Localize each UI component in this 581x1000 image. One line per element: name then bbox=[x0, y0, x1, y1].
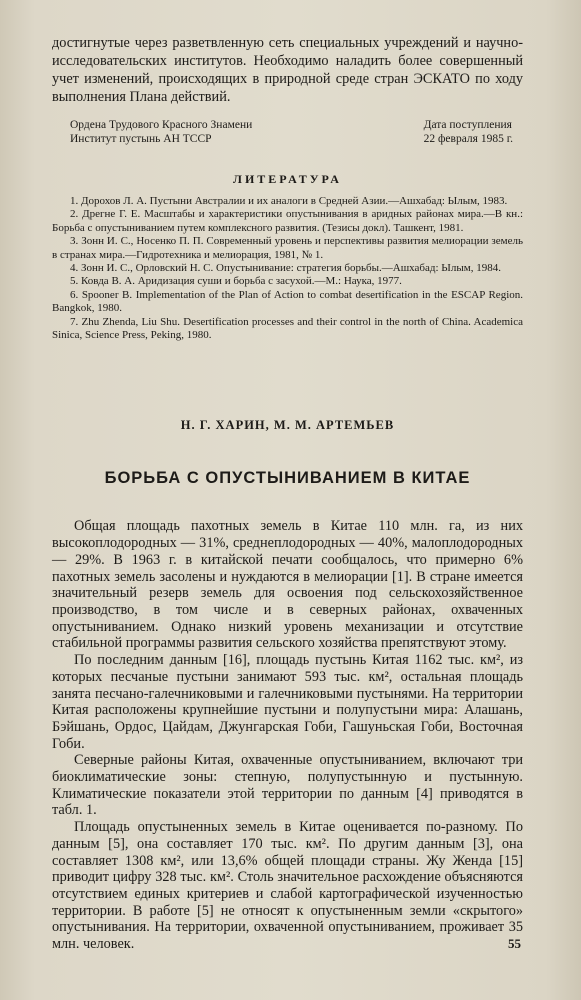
affiliation-line: Институт пустынь АН ТССР bbox=[70, 133, 212, 145]
body-paragraph: Общая площадь пахотных земель в Китае 110 млн. га, из них высокоплодородных — 31%, среднеплодородных — 40%, малоплодородных — 29%. В 1963 г. в китайской печати сообщалось, что примерно 6% пахотных земель засолены и нуждаются в мелиорации [1]. В стране имеется значительный резерв земель для освоения под сельскохозяйственное производство, в том числе и в северных районах, охваченных опустыниванием. Однако низкий уровень механизации и отсутствие стабильной программы развития сельского хозяйства препятствуют этому. bbox=[52, 518, 523, 652]
page-number: 55 bbox=[508, 936, 521, 951]
reference-item: 7. Zhu Zhenda, Liu Shu. Desertification processes and their control in the north of China. Academica Sinica, Science Press, Peking, 1980. bbox=[52, 315, 523, 342]
reference-item: 4. Зонн И. С., Орловский Н. С. Опустынивание: стратегия борьбы.—Ашхабад: Ылым, 1984. bbox=[70, 262, 501, 275]
affiliation bbox=[52, 118, 252, 146]
literature-heading: ЛИТЕРАТУРА bbox=[233, 172, 342, 186]
received-date bbox=[424, 118, 523, 146]
reference-item: 5. Ковда В. А. Аридизация суши и борьба с засухой.—М.: Наука, 1977. bbox=[70, 275, 402, 288]
reference-item: 3. Зонн И. С., Носенко П. П. Современный уровень и перспективы развития мелиорации земель в странах мира.—Гидротехника и мелиорация, 1981, № 1. bbox=[52, 235, 523, 261]
reference-list bbox=[52, 195, 523, 342]
intro-paragraph: достигнутые через разветвленную сеть специальных учреждений и научно-исследовательских институтов. Необходимо наладить более совершенный учет изменений, происходящих в природной среде стран ЭСКАТО по ходу выполнения Плана действий. bbox=[52, 35, 523, 105]
body-paragraph: Площадь опустыненных земель в Китае оценивается по-разному. По данным [5], она составляет 170 тыс. км². По другим данным [3], она составляет 1308 км², или 13,6% общей площади страны. Жу Женда [15] приводит цифру 328 тыс. км². Столь значительное расхождение объясняются отсутствием единых критериев и слабой картографической изученностью территории. В работе [5] не относят к опустыненным земли «скрытого» опустынивания. На территории, охваченной опустыниванием, проживает 35 млн. человек. bbox=[52, 819, 523, 953]
article-body bbox=[52, 518, 523, 952]
article-authors: Н. Г. ХАРИН, М. М. АРТЕМЬЕВ bbox=[180, 418, 395, 433]
body-paragraph: По последним данным [16], площадь пустынь Китая 1162 тыс. км², из которых песчаные пустыни занимают 593 тыс. км², остальная площадь занята песчано-галечниковыми и галечниковыми пустынями. На территории Китая расположены крупнейшие пустыни и полупустыни мира: Алашань, Бэйшань, Ордос, Цайдам, Джунгарская Гоби, Гашуньская Гоби, Восточная Гоби. bbox=[52, 652, 523, 752]
received-line: Дата поступления bbox=[423, 119, 512, 131]
body-paragraph: Северные районы Китая, охваченные опустыниванием, включают три биоклиматические зоны: степную, полупустынную и пустынную. Климатические показатели этой территории по данным [4] приводятся в табл. 1. bbox=[52, 752, 523, 819]
reference-item: 1. Дорохов Л. А. Пустыни Австралии и их аналоги в Средней Азии.—Ашхабад: Ылым, 1983. bbox=[70, 195, 508, 207]
article-title: БОРЬБА С ОПУСТЫНИВАНИЕМ В КИТАЕ bbox=[104, 469, 471, 488]
reference-item: 6. Spooner B. Implementation of the Plan of Action to combat desertification in the ESCAP Region. Bangkok, 1980. bbox=[52, 288, 523, 315]
affiliation-line: Ордена Трудового Красного Знамени bbox=[70, 119, 253, 131]
intro-section bbox=[52, 34, 523, 106]
reference-item: 2. Дрегне Г. Е. Масштабы и характеристики опустынивания в аридных районах мира.—В кн.: Борьба с опустыниванием путем комплексного развития. (Тезисы докл). Ташкент, 1981. bbox=[52, 208, 523, 234]
received-line: 22 февраля 1985 г. bbox=[423, 133, 513, 145]
affiliation-row bbox=[52, 118, 523, 146]
